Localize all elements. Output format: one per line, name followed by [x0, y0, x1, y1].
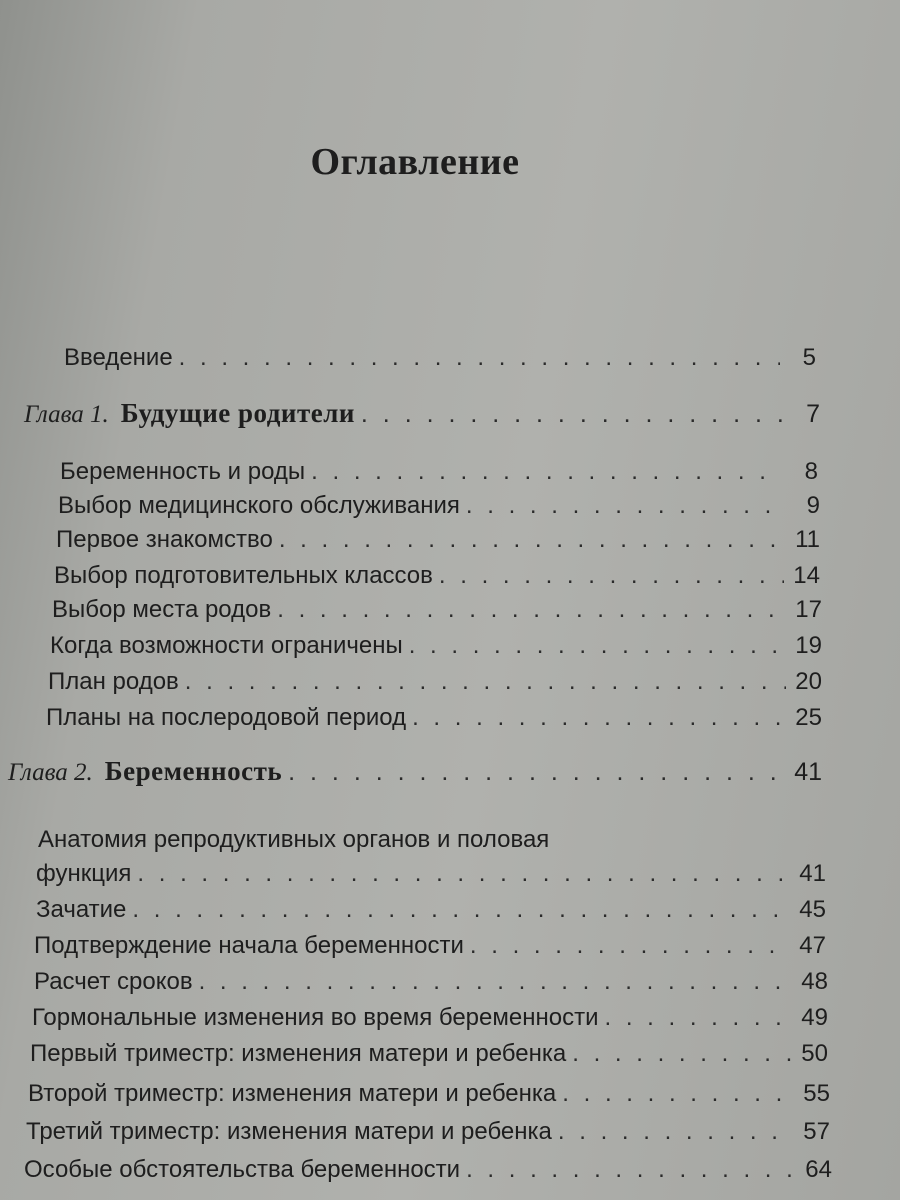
toc-leader-dots: [279, 526, 784, 554]
toc-chapter-1[interactable]: [24, 398, 820, 432]
toc-leader-dots: [137, 860, 790, 888]
chapter-title: Беременность: [104, 756, 283, 786]
toc-page-number: 41: [794, 758, 822, 786]
toc-leader-dots: [466, 1156, 796, 1184]
toc-page-number: 55: [803, 1080, 830, 1107]
toc-entry-label: Расчет сроков: [34, 968, 193, 995]
toc-entry-label: Когда возможности ограничены: [50, 632, 403, 659]
toc-leader-dots: [470, 932, 790, 960]
toc-page-number: 45: [799, 896, 826, 923]
toc-entry-intro[interactable]: [64, 344, 816, 378]
toc-entry-label: Планы на послеродовой период: [46, 704, 407, 731]
chapter-prefix: Глава 1.: [24, 401, 109, 428]
toc-entry-label: Гормональные изменения во время беременности: [32, 1004, 599, 1031]
toc-page-number: 25: [795, 704, 822, 731]
toc-leader-dots: [562, 1080, 794, 1108]
toc-section[interactable]: [34, 968, 828, 1002]
toc-leader-dots: [604, 1004, 792, 1032]
toc-section[interactable]: [32, 1004, 828, 1038]
toc-section[interactable]: [56, 526, 820, 560]
toc-entry-label: Введение: [64, 344, 173, 371]
toc-leader-dots: [409, 632, 786, 660]
toc-section[interactable]: [54, 562, 820, 596]
toc-page-number: 8: [804, 458, 818, 485]
toc-entry-label: Выбор подготовительных классов: [54, 562, 433, 589]
toc-section[interactable]: [36, 896, 826, 930]
toc-section[interactable]: [24, 1156, 832, 1190]
toc-section[interactable]: [30, 1040, 828, 1074]
toc-page-number: 14: [793, 562, 820, 589]
toc-page-number: 17: [795, 596, 822, 623]
toc-leader-dots: [277, 596, 786, 624]
toc-entry-label: функция: [36, 860, 132, 887]
toc-section-wrapped-line: Анатомия репродуктивных органов и половая: [38, 826, 550, 853]
toc-leader-dots: [439, 562, 784, 590]
toc-entry-label: Выбор места родов: [52, 596, 272, 623]
toc-leader-dots: [179, 344, 780, 372]
toc-section[interactable]: [58, 492, 820, 526]
toc-page-number: 5: [802, 344, 816, 371]
toc-leader-dots: [132, 896, 790, 924]
page-title: Оглавление: [310, 141, 520, 183]
toc-section[interactable]: [46, 704, 822, 738]
toc-section[interactable]: [34, 932, 826, 966]
toc-leader-dots: [572, 1040, 792, 1068]
toc-section[interactable]: [52, 596, 822, 630]
toc-page-number: 9: [806, 492, 820, 519]
toc-entry-label: Беременность и роды: [60, 458, 306, 485]
toc-leader-dots: [412, 704, 786, 732]
toc-chapter-2[interactable]: [8, 756, 822, 790]
toc-page-number: 7: [806, 400, 820, 428]
toc-page-number: 57: [803, 1118, 830, 1145]
toc-entry-label: План родов: [48, 668, 179, 695]
toc-page-number: 50: [801, 1040, 828, 1067]
toc-page-number: 11: [795, 526, 820, 553]
toc-leader-dots: [311, 458, 782, 486]
toc-section[interactable]: [48, 668, 822, 702]
toc-leader-dots: [361, 400, 784, 429]
toc-leader-dots: [558, 1118, 794, 1146]
toc-section[interactable]: [36, 860, 826, 894]
toc-entry-label: Зачатие: [36, 896, 127, 923]
toc-page-number: 47: [799, 932, 826, 959]
chapter-title: Будущие родители: [120, 398, 355, 428]
toc-leader-dots: [466, 492, 784, 520]
toc-entry-label: Первое знакомство: [56, 526, 273, 553]
toc-leader-dots: [199, 968, 792, 996]
toc-section[interactable]: [26, 1118, 830, 1152]
toc-section[interactable]: [60, 458, 818, 492]
toc-page-number: 48: [801, 968, 828, 995]
toc-page-number: 41: [799, 860, 826, 887]
toc-page-number: 19: [795, 632, 822, 659]
toc-leader-dots: [185, 668, 786, 696]
toc-entry-label: Особые обстоятельства беременности: [24, 1156, 461, 1183]
chapter-prefix: Глава 2.: [8, 759, 93, 786]
toc-leader-dots: [288, 758, 786, 787]
toc-entry-label: Третий триместр: изменения матери и ребенка: [26, 1118, 552, 1145]
toc-entry-label: Выбор медицинского обслуживания: [58, 492, 460, 519]
toc-entry-label: Второй триместр: изменения матери и ребенка: [28, 1080, 557, 1107]
toc-page-number: 49: [801, 1004, 828, 1031]
toc-section[interactable]: [28, 1080, 830, 1114]
toc-page-number: 20: [795, 668, 822, 695]
toc-page-number: 64: [805, 1156, 832, 1183]
toc-entry-label: Подтверждение начала беременности: [34, 932, 464, 959]
toc-section[interactable]: [50, 632, 822, 666]
toc-entry-label: Первый триместр: изменения матери и ребенка: [30, 1040, 567, 1067]
